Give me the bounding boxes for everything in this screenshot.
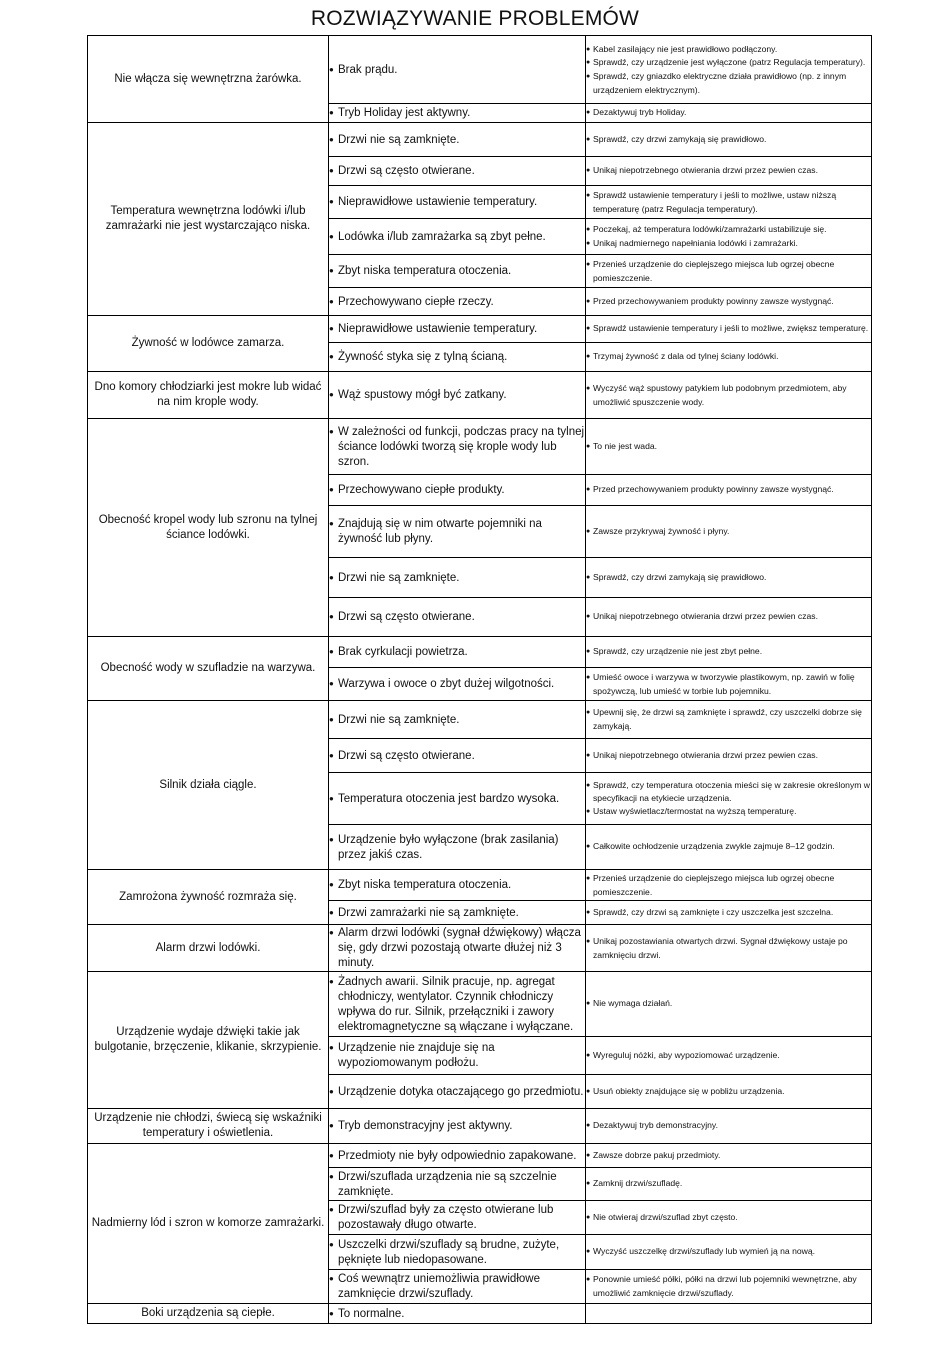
problem-cell: Urządzenie wydaje dźwięki takie jak bulgotanie, brzęczenie, klikanie, skrzypienie.: [88, 972, 329, 1109]
solution-cell: [586, 104, 872, 123]
solution-cell: [586, 773, 872, 825]
table-row: [88, 1144, 872, 1168]
solution-item: ● Ponownie umieść półki, półki na drzwi lub pojemniki wewnętrzne, aby umożliwić zamknięcie drzwi/szuflady.: [586, 1273, 871, 1299]
cause-text: ● Temperatura otoczenia jest bardzo wysoka.: [329, 791, 585, 807]
solution-item: ● Zawsze przykrywaj żywność i płyny.: [586, 525, 871, 539]
solution-cell: [586, 739, 872, 773]
cause-cell: [329, 419, 586, 475]
solution-cell: [586, 219, 872, 255]
cause-text: ● Wąż spustowy mógł być zatkany.: [329, 387, 585, 403]
cause-cell: [329, 598, 586, 637]
troubleshooting-table: [87, 35, 872, 1324]
solution-cell: [586, 901, 872, 925]
cause-text: ● Coś wewnątrz uniemożliwia prawidłowe zamknięcie drzwi/szuflady.: [329, 1271, 585, 1302]
problem-cell: Alarm drzwi lodówki.: [88, 925, 329, 972]
solution-item: ● Sprawdź, czy urządzenie jest wyłączone (patrz Regulacja temperatury).: [586, 56, 871, 70]
cause-text: ● Przechowywano ciepłe produkty.: [329, 482, 585, 498]
cause-cell: [329, 1037, 586, 1075]
table-row: [88, 419, 872, 475]
solution-cell: [586, 1144, 872, 1168]
solution-item: ● Sprawdź, czy urządzenie nie jest zbyt pełne.: [586, 645, 871, 659]
solution-item: ● Sprawdź, czy temperatura otoczenia mieści się w zakresie określonym w specyfikacji na etykiecie urządzenia.: [586, 779, 871, 805]
solution-cell: [586, 157, 872, 186]
cause-cell: [329, 1109, 586, 1144]
cause-text: ● To normalne.: [329, 1306, 585, 1322]
solution-cell: [586, 668, 872, 701]
solution-item: ● Unikaj pozostawiania otwartych drzwi. Sygnał dźwiękowy ustaje po zamknięciu drzwi.: [586, 935, 871, 961]
cause-text: ● Brak prądu.: [329, 62, 585, 78]
cause-cell: [329, 475, 586, 506]
solution-cell: [586, 1168, 872, 1201]
solution-item: ● Sprawdź, czy drzwi zamykają się prawidłowo.: [586, 133, 871, 147]
solution-item: ● Upewnij się, że drzwi są zamknięte i sprawdź, czy uszczelki dobrze się zamykają.: [586, 706, 871, 732]
cause-text: ● Żadnych awarii. Silnik pracuje, np. agregat chłodniczy, wentylator. Czynnik chłodniczy wpływa do rur. Silnik, przełączniki i zawory elektromagnetyczne są włączane i wyłączane.: [329, 974, 585, 1035]
solution-cell: [586, 1075, 872, 1109]
cause-text: ● Zbyt niska temperatura otoczenia.: [329, 263, 585, 279]
solution-cell: [586, 288, 872, 316]
cause-cell: [329, 104, 586, 123]
solution-cell: [586, 1270, 872, 1304]
cause-text: ● Żywność styka się z tylną ścianą.: [329, 349, 585, 365]
cause-text: ● Nieprawidłowe ustawienie temperatury.: [329, 321, 585, 337]
solution-item: ● Całkowite ochłodzenie urządzenia zwykle zajmuje 8–12 godzin.: [586, 840, 871, 854]
cause-text: ● Uszczelki drzwi/szuflady są brudne, zużyte, pęknięte lub niedopasowane.: [329, 1237, 585, 1268]
solution-cell: [586, 1304, 872, 1324]
solution-cell: [586, 870, 872, 901]
table-row: [88, 123, 872, 157]
solution-item: ● Zamknij drzwi/szufladę.: [586, 1177, 871, 1191]
cause-cell: [329, 870, 586, 901]
cause-cell: [329, 36, 586, 104]
solution-cell: [586, 598, 872, 637]
solution-item: ● Unikaj niepotrzebnego otwierania drzwi przez pewien czas.: [586, 610, 871, 624]
solution-item: ● Przenieś urządzenie do cieplejszego miejsca lub ogrzej obecne pomieszczenie.: [586, 872, 871, 898]
cause-cell: [329, 739, 586, 773]
solution-cell: [586, 1109, 872, 1144]
solution-item: ● Kabel zasilający nie jest prawidłowo podłączony.: [586, 43, 871, 57]
cause-cell: [329, 372, 586, 419]
table-row: [88, 1109, 872, 1144]
solution-item: ● Sprawdź, czy drzwi zamykają się prawidłowo.: [586, 571, 871, 585]
cause-cell: [329, 558, 586, 598]
solution-cell: [586, 558, 872, 598]
solution-item: ● Dezaktywuj tryb Holiday.: [586, 106, 871, 120]
solution-cell: [586, 475, 872, 506]
table-row: [88, 925, 872, 972]
cause-cell: [329, 343, 586, 372]
cause-text: ● Nieprawidłowe ustawienie temperatury.: [329, 194, 585, 210]
cause-text: ● Urządzenie było wyłączone (brak zasilania) przez jakiś czas.: [329, 832, 585, 863]
cause-cell: [329, 825, 586, 870]
problem-cell: Nadmierny lód i szron w komorze zamrażarki.: [88, 1144, 329, 1304]
problem-cell: Nie włącza się wewnętrzna żarówka.: [88, 36, 329, 123]
cause-text: ● Urządzenie nie znajduje się na wypoziomowanym podłożu.: [329, 1040, 585, 1071]
solution-cell: [586, 825, 872, 870]
solution-item: ● Sprawdź ustawienie temperatury i jeśli to możliwe, zwiększ temperaturę.: [586, 322, 871, 336]
solution-item: ● Umieść owoce i warzywa w tworzywie plastikowym, np. zawiń w folię spożywczą, lub umieść w torbie lub pojemniku.: [586, 671, 871, 697]
table-row: [88, 972, 872, 1037]
cause-cell: [329, 1304, 586, 1324]
solution-item: ● Ustaw wyświetlacz/termostat na wyższą temperaturę.: [586, 805, 871, 819]
solution-cell: [586, 36, 872, 104]
cause-text: ● Drzwi są często otwierane.: [329, 163, 585, 179]
problem-cell: Dno komory chłodziarki jest mokre lub widać na nim krople wody.: [88, 372, 329, 419]
solution-cell: [586, 506, 872, 558]
cause-text: ● Drzwi zamrażarki nie są zamknięte.: [329, 905, 585, 921]
cause-text: ● Przedmioty nie były odpowiednio zapakowane.: [329, 1148, 585, 1164]
solution-cell: [586, 123, 872, 157]
cause-cell: [329, 157, 586, 186]
cause-cell: [329, 219, 586, 255]
cause-cell: [329, 925, 586, 972]
cause-text: ● Znajdują się w nim otwarte pojemniki na żywność lub płyny.: [329, 516, 585, 547]
cause-cell: [329, 637, 586, 668]
solution-item: ● Unikaj niepotrzebnego otwierania drzwi przez pewien czas.: [586, 749, 871, 763]
table-row: [88, 1304, 872, 1324]
cause-text: ● Urządzenie dotyka otaczającego go przedmiotu.: [329, 1084, 585, 1100]
solution-item: ● Nie wymaga działań.: [586, 997, 871, 1011]
cause-text: ● Drzwi nie są zamknięte.: [329, 132, 585, 148]
cause-cell: [329, 1201, 586, 1235]
cause-text: ● Drzwi nie są zamknięte.: [329, 712, 585, 728]
solution-item: ● Sprawdź, czy drzwi są zamknięte i czy uszczelka jest szczelna.: [586, 906, 871, 920]
solution-item: ● Unikaj nadmiernego napełniania lodówki i zamrażarki.: [586, 237, 871, 251]
solution-item: ● Poczekaj, aż temperatura lodówki/zamrażarki ustabilizuje się.: [586, 223, 871, 237]
solution-item: ● Zawsze dobrze pakuj przedmioty.: [586, 1149, 871, 1163]
cause-text: ● Drzwi/szuflad były za często otwierane lub pozostawały długo otwarte.: [329, 1202, 585, 1233]
cause-cell: [329, 288, 586, 316]
cause-cell: [329, 255, 586, 288]
solution-item: ● Wyreguluj nóżki, aby wypoziomować urządzenie.: [586, 1049, 871, 1063]
cause-text: ● Drzwi są często otwierane.: [329, 609, 585, 625]
solution-item: ● Nie otwieraj drzwi/szuflad zbyt często.: [586, 1211, 871, 1225]
problem-cell: Boki urządzenia są ciepłe.: [88, 1304, 329, 1324]
cause-text: ● Lodówka i/lub zamrażarka są zbyt pełne.: [329, 229, 585, 245]
cause-text: ● Brak cyrkulacji powietrza.: [329, 644, 585, 660]
cause-text: ● Drzwi są często otwierane.: [329, 748, 585, 764]
table-row: [88, 316, 872, 343]
problem-cell: Urządzenie nie chłodzi, świecą się wskaźniki temperatury i oświetlenia.: [88, 1109, 329, 1144]
page-title: ROZWIĄZYWANIE PROBLEMÓW: [310, 7, 640, 30]
solution-item: ● Przed przechowywaniem produkty powinny zawsze wystygnąć.: [586, 295, 871, 309]
solution-cell: [586, 1037, 872, 1075]
problem-cell: Temperatura wewnętrzna lodówki i/lub zamrażarki nie jest wystarczająco niska.: [88, 123, 329, 316]
cause-cell: [329, 506, 586, 558]
solution-item: ● Unikaj niepotrzebnego otwierania drzwi przez pewien czas.: [586, 164, 871, 178]
solution-item: ● Sprawdź, czy gniazdko elektryczne działa prawidłowo (np. z innym urządzeniem elektrycznym).: [586, 70, 871, 96]
cause-text: ● Drzwi nie są zamknięte.: [329, 570, 585, 586]
cause-cell: [329, 972, 586, 1037]
cause-text: ● Warzywa i owoce o zbyt dużej wilgotności.: [329, 676, 585, 692]
cause-cell: [329, 773, 586, 825]
cause-text: ● Drzwi/szuflada urządzenia nie są szczelnie zamknięte.: [329, 1169, 585, 1200]
solution-cell: [586, 701, 872, 739]
solution-item: ● Przenieś urządzenie do cieplejszego miejsca lub ogrzej obecne pomieszczenie.: [586, 258, 871, 284]
cause-text: ● Przechowywano ciepłe rzeczy.: [329, 294, 585, 310]
cause-cell: [329, 1075, 586, 1109]
solution-cell: [586, 1235, 872, 1270]
cause-cell: [329, 1168, 586, 1201]
problem-cell: Silnik działa ciągle.: [88, 701, 329, 870]
solution-item: ● Trzymaj żywność z dala od tylnej ściany lodówki.: [586, 350, 871, 364]
cause-cell: [329, 1144, 586, 1168]
solution-item: ● To nie jest wada.: [586, 440, 871, 454]
cause-cell: [329, 901, 586, 925]
solution-item: ● Dezaktywuj tryb demonstracyjny.: [586, 1119, 871, 1133]
solution-item: ● Wyczyść uszczelkę drzwi/szuflady lub wymień ją na nową.: [586, 1245, 871, 1259]
table-row: [88, 637, 872, 668]
solution-cell: [586, 186, 872, 219]
solution-item: ● Usuń obiekty znajdujące się w pobliżu urządzenia.: [586, 1085, 871, 1099]
cause-cell: [329, 1235, 586, 1270]
cause-text: ● Zbyt niska temperatura otoczenia.: [329, 877, 585, 893]
table-row: [88, 870, 872, 901]
cause-text: ● Tryb Holiday jest aktywny.: [329, 105, 585, 121]
solution-cell: [586, 637, 872, 668]
table-row: [88, 701, 872, 739]
cause-cell: [329, 186, 586, 219]
solution-cell: [586, 255, 872, 288]
solution-item: ● Wyczyść wąż spustowy patykiem lub podobnym przedmiotem, aby umożliwić spuszczenie wody.: [586, 382, 871, 408]
problem-cell: Zamrożona żywność rozmraża się.: [88, 870, 329, 925]
solution-cell: [586, 343, 872, 372]
solution-cell: [586, 316, 872, 343]
solution-item: ● Przed przechowywaniem produkty powinny zawsze wystygnąć.: [586, 483, 871, 497]
solution-cell: [586, 1201, 872, 1235]
table-row: [88, 36, 872, 104]
cause-cell: [329, 701, 586, 739]
cause-text: ● W zależności od funkcji, podczas pracy na tylnej ściance lodówki tworzą się krople wody lub szron.: [329, 424, 585, 470]
cause-cell: [329, 123, 586, 157]
problem-cell: Żywność w lodówce zamarza.: [88, 316, 329, 372]
cause-cell: [329, 316, 586, 343]
table-row: [88, 372, 872, 419]
cause-text: ● Tryb demonstracyjny jest aktywny.: [329, 1118, 585, 1134]
solution-cell: [586, 372, 872, 419]
cause-text: ● Alarm drzwi lodówki (sygnał dźwiękowy) włącza się, gdy drzwi pozostają otwarte dłużej niż 3 minuty.: [329, 925, 585, 971]
solution-cell: [586, 925, 872, 972]
solution-cell: [586, 972, 872, 1037]
solution-cell: [586, 419, 872, 475]
cause-cell: [329, 668, 586, 701]
solution-item: ● Sprawdź ustawienie temperatury i jeśli to możliwe, ustaw niższą temperaturę (patrz Regulacja temperatury).: [586, 189, 871, 215]
problem-cell: Obecność wody w szufladzie na warzywa.: [88, 637, 329, 701]
problem-cell: Obecność kropel wody lub szronu na tylnej ściance lodówki.: [88, 419, 329, 637]
cause-cell: [329, 1270, 586, 1304]
